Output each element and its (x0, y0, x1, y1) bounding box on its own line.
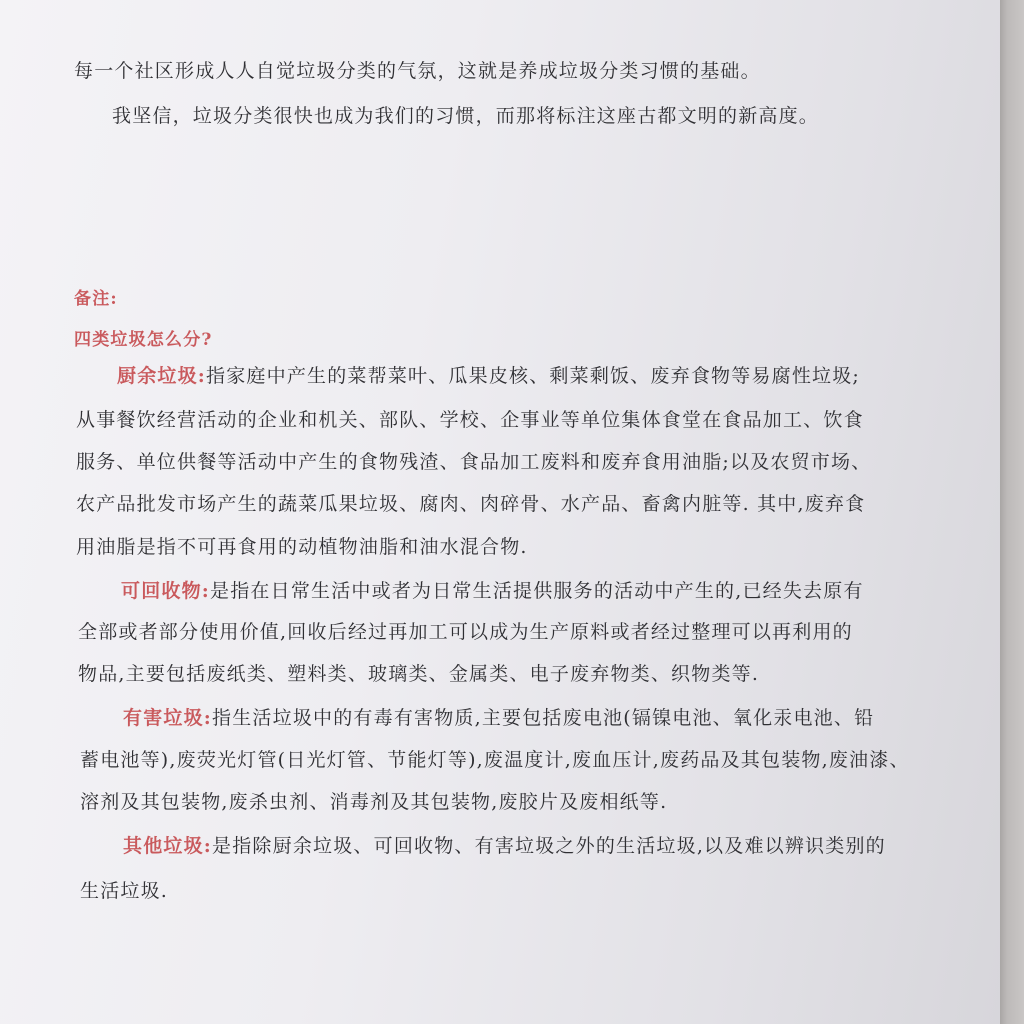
page-edge (1000, 0, 1024, 1024)
notes-label: 备注: (74, 289, 118, 309)
other-waste-line-1: 其他垃圾:是指除厨余垃圾、可回收物、有害垃圾之外的生活垃圾,以及难以辨识类别的 (123, 835, 886, 857)
other-waste-term: 其他垃圾: (123, 835, 213, 857)
hazardous-waste-term: 有害垃圾: (123, 707, 213, 729)
recyclables-line-1: 可回收物:是指在日常生活中或者为日常生活提供服务的活动中产生的,已经失去原有 (121, 580, 864, 602)
kitchen-waste-line-4: 农产品批发市场产生的蔬菜瓜果垃圾、腐肉、肉碎骨、水产品、畜禽内脏等. 其中,废弃食 (76, 493, 866, 515)
kitchen-waste-line-3: 服务、单位供餐等活动中产生的食物残渣、食品加工废料和废弃食用油脂;以及农贸市场、 (76, 451, 872, 473)
recyclables-line-3: 物品,主要包括废纸类、塑料类、玻璃类、金属类、电子废弃物类、织物类等. (78, 663, 760, 685)
kitchen-waste-term: 厨余垃圾: (117, 365, 207, 387)
intro-line-1: 每一个社区形成人人自觉垃圾分类的气氛，这就是养成垃圾分类习惯的基础。 (74, 60, 761, 82)
recyclables-line-2: 全部或者部分使用价值,回收后经过再加工可以成为生产原料或者经过整理可以再利用的 (78, 621, 853, 643)
intro-line-2: 我坚信，垃圾分类很快也成为我们的习惯，而那将标注这座古都文明的新高度。 (112, 105, 820, 127)
hazardous-waste-line-2: 蓄电池等),废荧光灯管(日光灯管、节能灯等),废温度计,废血压计,废药品及其包装物,废油漆、 (80, 749, 910, 771)
other-waste-line-2: 生活垃圾. (80, 880, 169, 902)
notes-question: 四类垃圾怎么分? (74, 330, 213, 350)
kitchen-waste-line-5: 用油脂是指不可再食用的动植物油脂和油水混合物. (76, 536, 528, 558)
recyclables-term: 可回收物: (121, 580, 211, 602)
hazardous-waste-line-1: 有害垃圾:指生活垃圾中的有毒有害物质,主要包括废电池(镉镍电池、氧化汞电池、铅 (123, 707, 875, 729)
hazardous-waste-line-3: 溶剂及其包装物,废杀虫剂、消毒剂及其包装物,废胶片及废相纸等. (80, 791, 668, 813)
kitchen-waste-line-2: 从事餐饮经营活动的企业和机关、部队、学校、企事业等单位集体食堂在食品加工、饮食 (76, 409, 864, 431)
kitchen-waste-line-1: 厨余垃圾:指家庭中产生的菜帮菜叶、瓜果皮核、剩菜剩饭、废弃食物等易腐性垃圾; (117, 365, 861, 387)
